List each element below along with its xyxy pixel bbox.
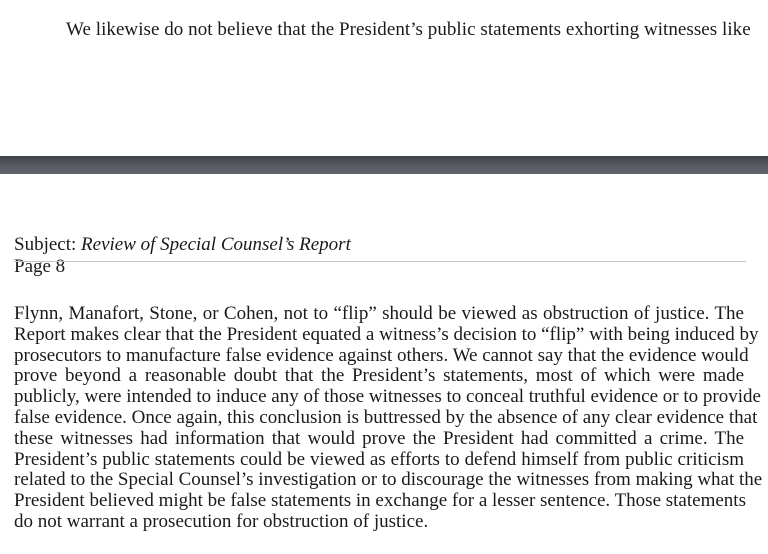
body-line: false evidence. Once again, this conclusion is buttressed by the absence of any clear evidence that bbox=[14, 406, 758, 428]
header-rule bbox=[14, 261, 746, 262]
previous-page bbox=[0, 0, 768, 156]
subject-title: Review of Special Counsel’s Report bbox=[81, 234, 351, 255]
body-line: related to the Special Counsel’s investigation or to discourage the witnesses from making what the bbox=[14, 469, 763, 491]
page-separator bbox=[0, 156, 768, 174]
body-line: these witnesses had information that would prove the President had committed a crime. The bbox=[14, 427, 744, 449]
body-line: President believed might be false statements in exchange for a lesser sentence. Those statements bbox=[14, 490, 746, 512]
subject-line bbox=[14, 234, 351, 256]
page-number: Page 8 bbox=[14, 256, 66, 277]
body-paragraph bbox=[14, 303, 763, 533]
body-line: prove beyond a reasonable doubt that the President’s statements, most of which were made bbox=[14, 365, 744, 387]
body-line: publicly, were intended to induce any of those witnesses to conceal truthful evidence or to provide bbox=[14, 386, 761, 408]
current-page bbox=[0, 174, 768, 554]
body-line: Report makes clear that the President equated a witness’s decision to “flip” with being induced by bbox=[14, 323, 759, 345]
subject-label: Subject: bbox=[14, 234, 77, 255]
body-line: Flynn, Manafort, Stone, or Cohen, not to “flip” should be viewed as obstruction of justice. The bbox=[14, 303, 744, 324]
previous-page-last-line: We likewise do not believe that the President’s public statements exhorting witnesses like bbox=[66, 19, 751, 40]
body-line: do not warrant a prosecution for obstruction of justice. bbox=[14, 510, 429, 532]
body-line: President’s public statements could be viewed as efforts to defend himself from public criticism bbox=[14, 448, 744, 470]
body-line: prosecutors to manufacture false evidence against others. We cannot say that the evidence would bbox=[14, 344, 749, 366]
